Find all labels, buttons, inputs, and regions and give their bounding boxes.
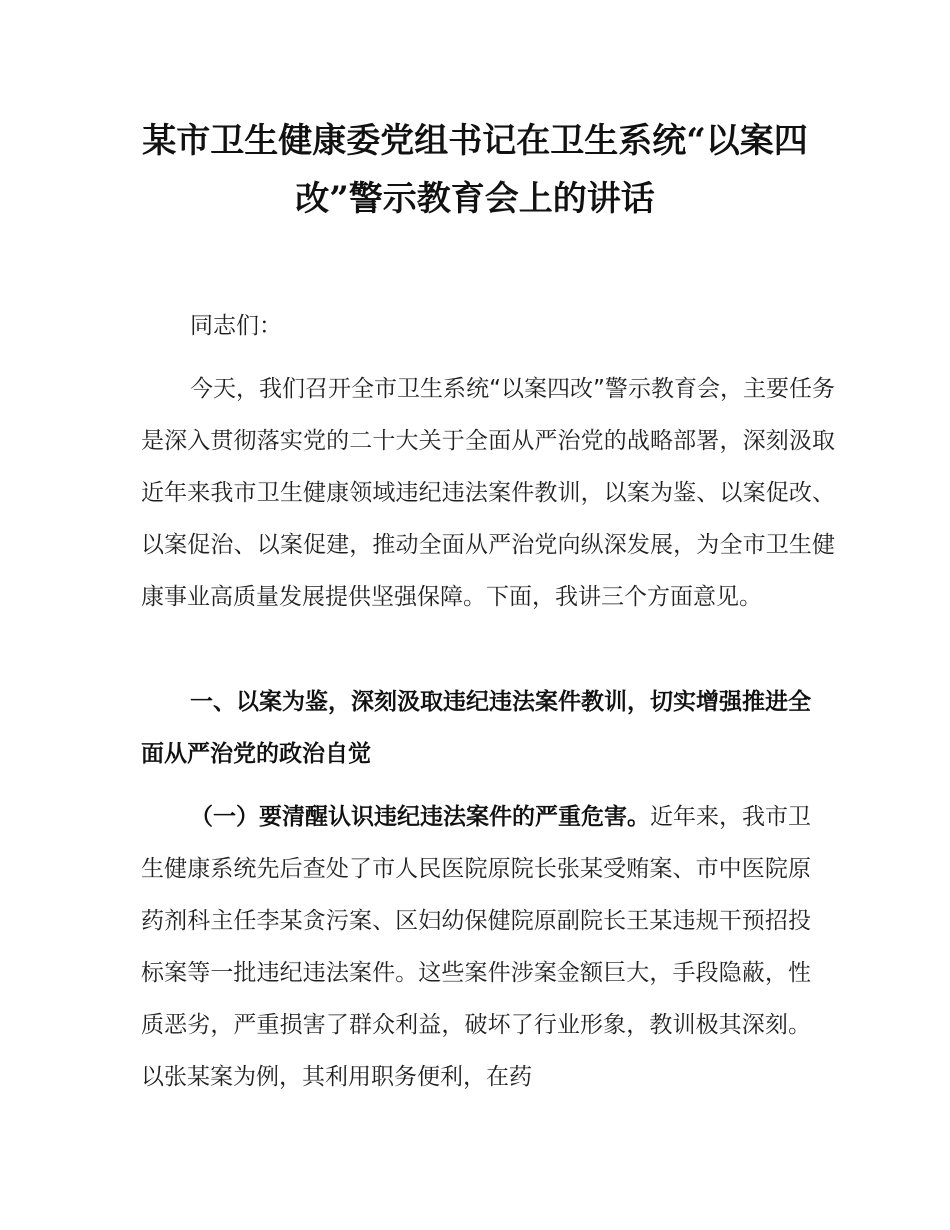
subsection-one-text: 近年来，我市卫生健康系统先后查处了市人民医院原院长张某受贿案、市中医院原药剂科主任李某贪污案、区妇幼保健院原副院长王某违规干预招投标案等一批违纪违法案件。这些案件涉案金额巨大，手段隐蔽，性质恶劣，严重损害了群众利益，破坏了行业形象，教训极其深刻。以张某案为例，其利用职务便利，在药 bbox=[141, 804, 811, 1090]
intro-paragraph: 今天，我们召开全市卫生系统“以案四改”警示教育会，主要任务是深入贯彻落实党的二十大关于全面从严治党的战略部署，深刻汲取近年来我市卫生健康领域违纪违法案件教训，以案为鉴、以案促改、以案促治、以案促建，推动全面从严治党向纵深发展，为全市卫生健康事业高质量发展提供坚强保障。下面，我讲三个方面意见。 bbox=[141, 376, 835, 610]
salutation: 同志们： bbox=[190, 313, 282, 339]
subsection-one-lead: （一）要清醒认识违纪违法案件的严重危害。 bbox=[190, 804, 650, 830]
subsection-one-paragraph bbox=[141, 791, 811, 1103]
section-heading-one: 一、以案为鉴，深刻汲取违纪违法案件教训，切实增强推进全面从严治党的政治自觉 bbox=[141, 689, 811, 767]
document-title: 某市卫生健康委党组书记在卫生系统“以案四改”警示教育会上的讲话 bbox=[142, 121, 808, 219]
